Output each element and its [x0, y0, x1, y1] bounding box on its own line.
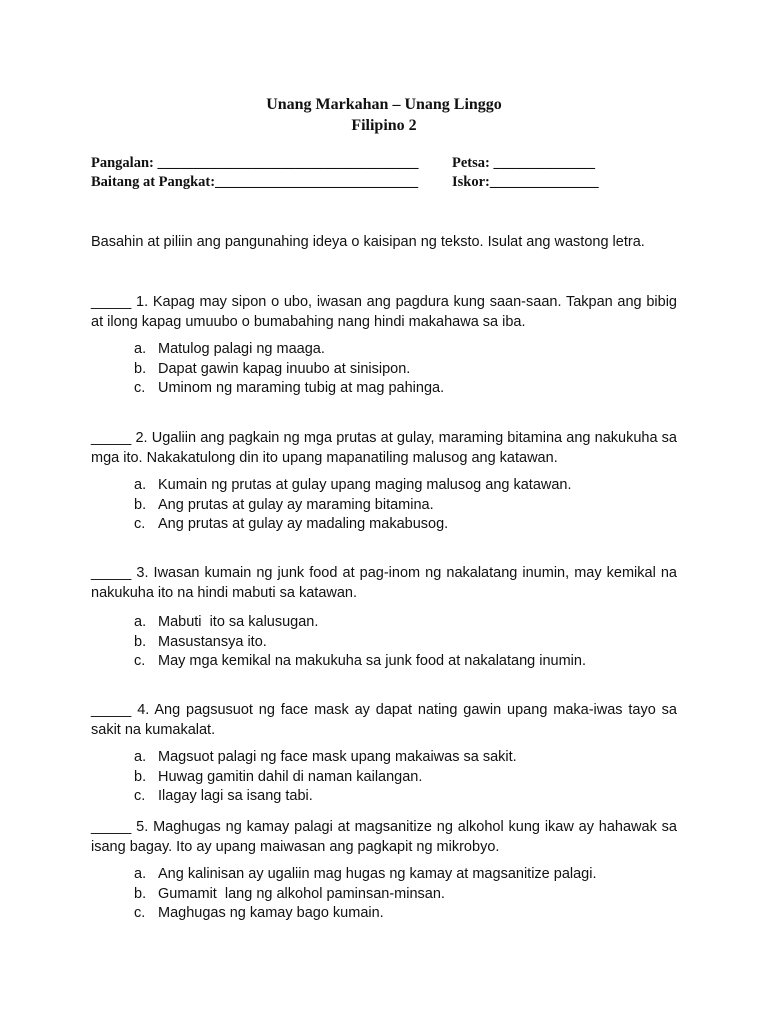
choice-letter: b. [134, 633, 147, 650]
choice-1b [134, 360, 444, 380]
choice-text: Mabuti ito sa kalusugan. [158, 614, 319, 630]
choice-letter: b. [134, 768, 147, 785]
score-field: Iskor:_______________ [452, 174, 599, 190]
choice-4a [134, 748, 517, 768]
name-field: Pangalan: ____________________________________ [91, 155, 419, 171]
choices-1 [134, 340, 444, 399]
choice-3c [134, 652, 586, 672]
choices-4 [134, 748, 517, 807]
choice-5b [134, 885, 596, 905]
question-2: _____ 2. Ugaliin ang pagkain ng mga prutas at gulay, maraming bitamina ang nakukuha sa mga ito. Nakakatulong din ito upang mapanatiling malusog ang katawan. [91, 430, 677, 466]
question-4: _____ 4. Ang pagsusuot ng face mask ay dapat nating gawin upang maka-iwas tayo sa sakit na kumakalat. [91, 702, 677, 738]
choice-text: Matulog palagi ng maaga. [158, 341, 325, 357]
choices-2 [134, 476, 572, 535]
choice-letter: a. [134, 749, 147, 765]
question-5: _____ 5. Maghugas ng kamay palagi at magsanitize ng alkohol kung ikaw ay hahawak sa isang bagay. Ito ay upang maiwasan ang pagkapit ng mikrobyo. [91, 819, 677, 855]
choice-4c [134, 787, 517, 807]
choice-letter: a. [134, 866, 147, 882]
grade-section-field: Baitang at Pangkat:____________________________ [91, 174, 419, 190]
choice-text: Gumamit lang ng alkohol paminsan-minsan. [158, 885, 445, 902]
choice-5c [134, 904, 596, 924]
choice-letter: b. [134, 885, 147, 902]
choice-text: Kumain ng prutas at gulay upang maging malusog ang katawan. [158, 477, 572, 493]
choice-letter: c. [134, 653, 146, 669]
choice-2c [134, 515, 572, 535]
choice-3b [134, 633, 586, 653]
choice-text: Ang prutas at gulay ay maraming bitamina. [158, 496, 434, 513]
choice-5a [134, 865, 596, 885]
choice-text: Magsuot palagi ng face mask upang makaiwas sa sakit. [158, 749, 517, 765]
question-3: _____ 3. Iwasan kumain ng junk food at pag-inom ng nakalatang inumin, may kemikal na nakukuha ito na hindi mabuti sa katawan. [91, 565, 677, 601]
question-1: _____ 1. Kapag may sipon o ubo, iwasan ang pagdura kung saan-saan. Takpan ang bibig at ilong kapag umuubo o bumabahing nang hindi makahawa sa iba. [91, 294, 677, 330]
choice-text: Ilagay lagi sa isang tabi. [158, 788, 313, 804]
choice-letter: a. [134, 477, 147, 493]
choice-1a [134, 340, 444, 360]
choice-text: Uminom ng maraming tubig at mag pahinga. [158, 380, 445, 396]
choice-4b [134, 768, 517, 788]
choice-text: Masustansya ito. [158, 633, 267, 650]
choice-letter: c. [134, 516, 146, 532]
choice-text: Ang prutas at gulay ay madaling makabusog. [158, 516, 449, 532]
worksheet-subtitle: Filipino 2 [351, 117, 417, 134]
choice-letter: b. [134, 360, 147, 377]
choice-3a [134, 613, 586, 633]
choice-text: Ang kalinisan ay ugaliin mag hugas ng kamay at magsanitize palagi. [158, 866, 597, 882]
choices-3 [134, 613, 586, 672]
choice-text: May mga kemikal na makukuha sa junk food at nakalatang inumin. [158, 653, 586, 669]
choice-letter: b. [134, 496, 147, 513]
choice-letter: a. [134, 341, 147, 357]
choice-1c [134, 379, 444, 399]
choice-letter: c. [134, 905, 146, 921]
choice-letter: c. [134, 380, 146, 396]
choice-2a [134, 476, 572, 496]
choice-text: Maghugas ng kamay bago kumain. [158, 905, 384, 921]
instructions: Basahin at piliin ang pangunahing ideya o kaisipan ng teksto. Isulat ang wastong letra. [91, 234, 645, 250]
date-field: Petsa: ______________ [452, 155, 595, 171]
choice-2b [134, 496, 572, 516]
choice-text: Huwag gamitin dahil di naman kailangan. [158, 768, 423, 785]
worksheet-title: Unang Markahan – Unang Linggo [266, 96, 502, 113]
choice-letter: c. [134, 788, 146, 804]
choice-text: Dapat gawin kapag inuubo at sinisipon. [158, 360, 411, 377]
choice-letter: a. [134, 614, 147, 630]
choices-5 [134, 865, 596, 924]
